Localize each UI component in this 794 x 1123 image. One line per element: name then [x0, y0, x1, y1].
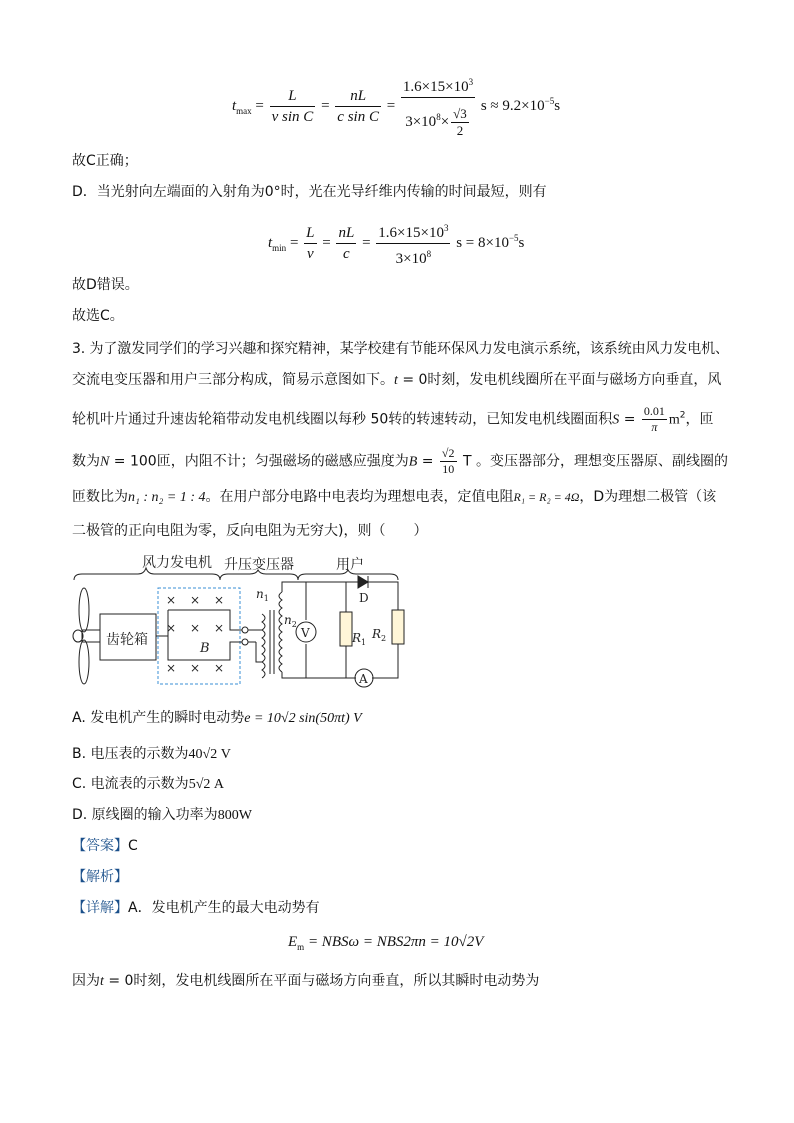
resistor-R2 — [392, 610, 404, 644]
eq3-rhs: = NBSω = NBS2πn = 10√2V — [304, 934, 484, 950]
wire-bottom-left — [282, 672, 306, 678]
answer-line — [72, 836, 138, 856]
svg-text:×: × — [214, 661, 225, 675]
eq1-frac2-den: c sin C — [337, 109, 379, 125]
label-R2: $R_2$ — [372, 627, 387, 643]
option-a-math: e = 10√2 sin(50πt) V — [244, 711, 362, 726]
svg-text:×: × — [214, 593, 225, 607]
last-line — [72, 971, 539, 992]
label-generator: 风力发电机 — [142, 555, 212, 571]
option-a-text: A. 发电机产生的瞬时电动势 — [72, 710, 245, 726]
q3-line5-ratio: n₁ : n₂ = 1 : 4 — [128, 490, 206, 505]
eq1-lhs-sub: max — [236, 105, 252, 116]
q3-line2-t: t — [394, 373, 398, 388]
last-line-a: 因为 — [72, 973, 100, 989]
eq1-sqrt-den: 2 — [456, 123, 464, 139]
line-choose: 故选C。 — [72, 308, 124, 324]
eq1-frac3 — [401, 72, 475, 141]
eq3-lhs: E — [288, 934, 298, 950]
eq2-frac1-num: L — [304, 223, 316, 244]
q3-field-num: √2 — [441, 446, 455, 460]
eq2-frac1 — [304, 223, 316, 264]
q3-line5c: ，D为理想二极管（该 — [579, 489, 717, 505]
detail-text: A．发电机产生的最大电动势有 — [128, 900, 320, 916]
eq2-frac3-num: 1.6×15×10 — [378, 225, 444, 241]
slip-ring-bottom — [242, 639, 248, 645]
eq1-result-exp: −5 — [544, 95, 555, 106]
fan-icon — [73, 588, 100, 684]
label-n2: $n_2$ — [284, 613, 297, 629]
option-d — [72, 805, 252, 826]
detail-line — [72, 898, 320, 918]
eq1-frac3-den-exp: 8 — [436, 112, 441, 122]
eq2-result-exp: −5 — [508, 232, 519, 243]
answer-label: 【答案】 — [72, 838, 128, 854]
q3-line4a: 数为 — [72, 453, 100, 470]
answer-value: C — [128, 838, 138, 854]
line-d-wrong: 故D错误。 — [72, 277, 139, 293]
field-crosses — [166, 593, 224, 675]
svg-text:×: × — [214, 621, 225, 635]
svg-text:×: × — [190, 621, 201, 635]
option-c — [72, 774, 224, 795]
q3-line6: 二极管的正向电阻为零，反向电阻为无穷大)，则（ ） — [72, 523, 428, 539]
q3-line4-B: B — [408, 454, 418, 470]
label-A: A — [359, 672, 368, 686]
eq1-frac3-num-exp: 3 — [468, 77, 474, 87]
eq2-frac3 — [376, 218, 450, 269]
q3-line3a: 轮机叶片通过升速齿轮箱带动发电机线圈以每秒 50转的转速转动，已知发电机线圈面积 — [72, 411, 613, 428]
eq1-sqrt-num: √3 — [453, 106, 467, 122]
eq2-lhs: t — [268, 234, 273, 251]
eq2-frac2 — [336, 223, 356, 264]
q3-line5a: 匝数比为 — [72, 489, 128, 505]
eq1-frac1 — [270, 86, 316, 127]
eq2-frac1-den: v — [306, 246, 314, 262]
option-d-math: 800W — [217, 808, 252, 823]
svg-text:×: × — [190, 593, 201, 607]
q3-line5b: 。在用户部分电路中电表均为理想电表，定值电阻 — [205, 489, 514, 505]
eq2-frac3-den-exp: 8 — [426, 249, 432, 259]
q3-line1: 3. 为了激发同学们的学习兴趣和探究精神，某学校建有节能环保风力发电演示系统，该系统由风力发电机、 — [72, 341, 729, 357]
svg-text:×: × — [190, 661, 201, 675]
eq1-result: s ≈ 9.2×10 — [480, 97, 545, 114]
eq2-result-unit: s — [518, 234, 525, 251]
q3-line4 — [72, 446, 728, 477]
diode-icon — [358, 576, 368, 588]
equation-em — [288, 934, 483, 952]
equation-tmax: $t_{max}$ = $\frac{L}{\text{v sin C}}$ = $\frac{nL}{\text{c sin C}}$ = $1.6\times 15\times 10^3$ $3\times 10^8\times$ $\frac{√3}{2}$ $s \approx 9.2\times 10^{-5}s$ — [232, 72, 560, 141]
equation-tmin: $t_{min}$ = $\frac{L}{v}$ = $\frac{nL}{c}$ = $\frac{1.6\times 15\times 10^3}{3\times 10^8}$ $s = 8\times 10^{-5}s$ — [268, 218, 524, 269]
label-V: V — [301, 626, 310, 640]
eq2-frac3-num-exp: 3 — [443, 223, 449, 233]
q3-area-num: 0.01 — [643, 404, 665, 418]
option-a — [72, 708, 362, 729]
q3-area-frac — [642, 404, 667, 435]
eq1-frac3-den-times: × — [440, 114, 450, 130]
q3-area-unit: m — [668, 412, 680, 428]
q3-area-den: π — [651, 420, 658, 434]
eq2-frac2-den: c — [343, 246, 350, 262]
eq1-frac1-num: L — [270, 86, 316, 107]
svg-text:×: × — [166, 593, 177, 607]
q3-field-frac — [440, 446, 457, 477]
label-D: D — [359, 591, 369, 605]
svg-text:×: × — [166, 621, 177, 635]
q3-line5 — [72, 487, 716, 508]
option-c-text: C. 电流表的示数为 — [72, 776, 189, 792]
q3-field-den: 10 — [442, 462, 455, 476]
eq3-lhs-sub: m — [297, 942, 305, 952]
q3-line3-eq: = — [619, 411, 640, 428]
analysis-label: 【解析】 — [72, 869, 128, 885]
eq1-frac2 — [335, 86, 381, 127]
wire-p3 — [256, 642, 262, 662]
secondary-coil — [279, 592, 282, 672]
slip-ring-top — [242, 627, 248, 633]
line-c-correct: 故C正确； — [72, 153, 138, 169]
q3-line3b: ，匝 — [685, 411, 714, 428]
option-d-text: D. 原线圈的输入功率为 — [72, 807, 218, 823]
q3-line5-R: R₁ = R₂ = 4Ω — [513, 490, 580, 504]
eq1-result-unit: s — [554, 97, 561, 114]
q3-line2a: 交流电变压器和用户三部分构成，简易示意图如下。 — [72, 372, 394, 388]
eq2-lhs-sub: min — [272, 242, 287, 253]
option-b-math: 40√2 V — [188, 747, 231, 762]
detail-label: 【详解】 — [72, 900, 128, 916]
q3-line4-eq: = — [417, 453, 438, 470]
q3-line3 — [72, 404, 714, 435]
label-n1: $n_1$ — [256, 587, 269, 603]
q3-area-unit-exp: 2 — [679, 410, 686, 421]
option-c-math: 5√2 A — [188, 777, 224, 792]
label-user: 用户 — [336, 557, 364, 573]
resistor-R1 — [340, 612, 352, 646]
eq1-frac2-num: nL — [335, 86, 381, 107]
label-transformer: 升压变压器 — [224, 557, 294, 573]
last-line-t: t — [100, 974, 104, 989]
label-R1: $R_1$ — [352, 631, 367, 647]
q3-line3-S: S — [612, 412, 620, 428]
analysis-line — [72, 867, 128, 887]
option-b-text: B. 电压表的示数为 — [72, 746, 189, 762]
wire-r2-bottom — [372, 644, 398, 678]
eq2-frac3-den: 3×10 — [395, 251, 427, 267]
option-b — [72, 744, 231, 765]
eq1-frac1-den: v sin C — [271, 109, 314, 125]
eq1-frac3-den: 3×10 — [405, 114, 437, 130]
q3-line4-N: N — [100, 454, 110, 470]
label-B: B — [200, 641, 210, 656]
q3-line2 — [72, 370, 721, 391]
eq1-lhs: t — [232, 97, 237, 114]
circuit-diagram — [72, 552, 412, 692]
svg-text:×: × — [166, 661, 177, 675]
q3-line4b: = 100匝，内阻不计；匀强磁场的磁感应强度为 — [109, 453, 409, 470]
eq1-frac3-num: 1.6×15×10 — [402, 79, 469, 95]
primary-coil — [262, 614, 265, 678]
last-line-b: = 0时刻，发电机线圈所在平面与磁场方向垂直，所以其瞬时电动势为 — [103, 973, 540, 989]
q3-line4c: T 。变压器部分，理想变压器原、副线圈的 — [458, 453, 728, 470]
q3-line2b: = 0时刻，发电机线圈所在平面与磁场方向垂直，风 — [397, 372, 722, 388]
eq2-frac2-num: nL — [336, 223, 356, 244]
label-gearbox: 齿轮箱 — [106, 632, 148, 648]
eq2-result: s = 8×10 — [456, 234, 509, 251]
line-d-statement: D．当光射向左端面的入射角为0°时，光在光导纤维内传输的时间最短，则有 — [72, 184, 547, 200]
